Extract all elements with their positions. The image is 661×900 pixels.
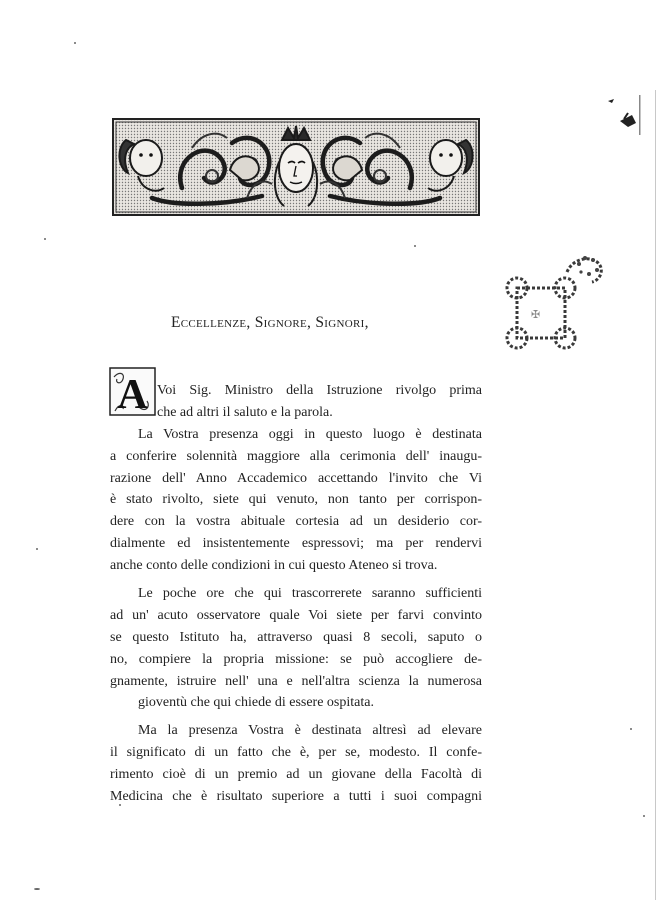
scan-speck [414,245,416,247]
text-line: anche conto delle condizioni in cui questo Ateneo si trova. [110,558,438,574]
ornamental-banner [112,118,480,216]
page-edge-line [655,90,656,900]
ink-mark [606,95,642,135]
text-line: dere con la vostra abituale cortesia ad un desiderio cor- [110,514,482,530]
salutation-heading: Eccellenze, Signore, Signori, [171,314,369,331]
text-line: il significato di un fatto che è, per se, modesto. Il confe- [110,745,482,761]
text-line: a conferire solennità maggiore alla cerimonia dell' inaugu- [110,448,482,464]
text-line: ad un' acuto osservatore quale Voi siete per farvi convinto [110,607,482,623]
library-stamp [497,250,612,356]
paragraph [110,583,482,714]
paragraph [110,720,482,808]
scan-speck [643,815,645,817]
text-line: gnamente, istruire nell' una e nell'altra scienza la numerosa [110,673,482,689]
text-line: La Vostra presenza oggi in questo luogo è destinata [138,426,482,442]
text-line: rimento cioè di un premio ad un giovane della Facoltà di [110,767,482,783]
paragraph [110,424,482,577]
text-line: Voi Sig. Ministro della Istruzione rivolgo prima [157,383,482,398]
text-line: che ad altri il saluto e la parola. [157,404,333,420]
scan-speck [34,888,40,890]
scan-speck [74,42,76,44]
text-line: è stato rivolto, siete qui venuto, non tanto per corrispon- [110,492,482,508]
text-line: Le poche ore che qui trascorrerete saranno sufficienti [138,586,482,602]
svg-text:A: A [117,372,148,416]
text-line: se questo Istituto ha, attraverso quasi 8 secoli, saputo o [110,629,482,645]
svg-text:✠: ✠ [531,308,541,321]
text-line: no, compiere la propria missione: se può accogliere de- [110,651,482,667]
text-line: gioventù che qui chiede di essere ospitata. [138,695,374,711]
text-line: razione dell' Anno Accademico accettando l'invito che Vi [110,470,482,486]
paragraph [110,380,482,424]
text-line: Medicina che è risultato superiore a tutti i suoi compagni [110,789,482,805]
scan-speck [630,728,632,730]
text-line: Ma la presenza Vostra è destinata altresì ad elevare [138,723,482,739]
body-text [110,380,482,808]
scan-speck [119,804,121,806]
scan-speck [44,238,46,240]
scan-speck [36,548,38,550]
text-line: dialmente ed insistentemente espressovi; ma per rendervi [110,536,482,552]
